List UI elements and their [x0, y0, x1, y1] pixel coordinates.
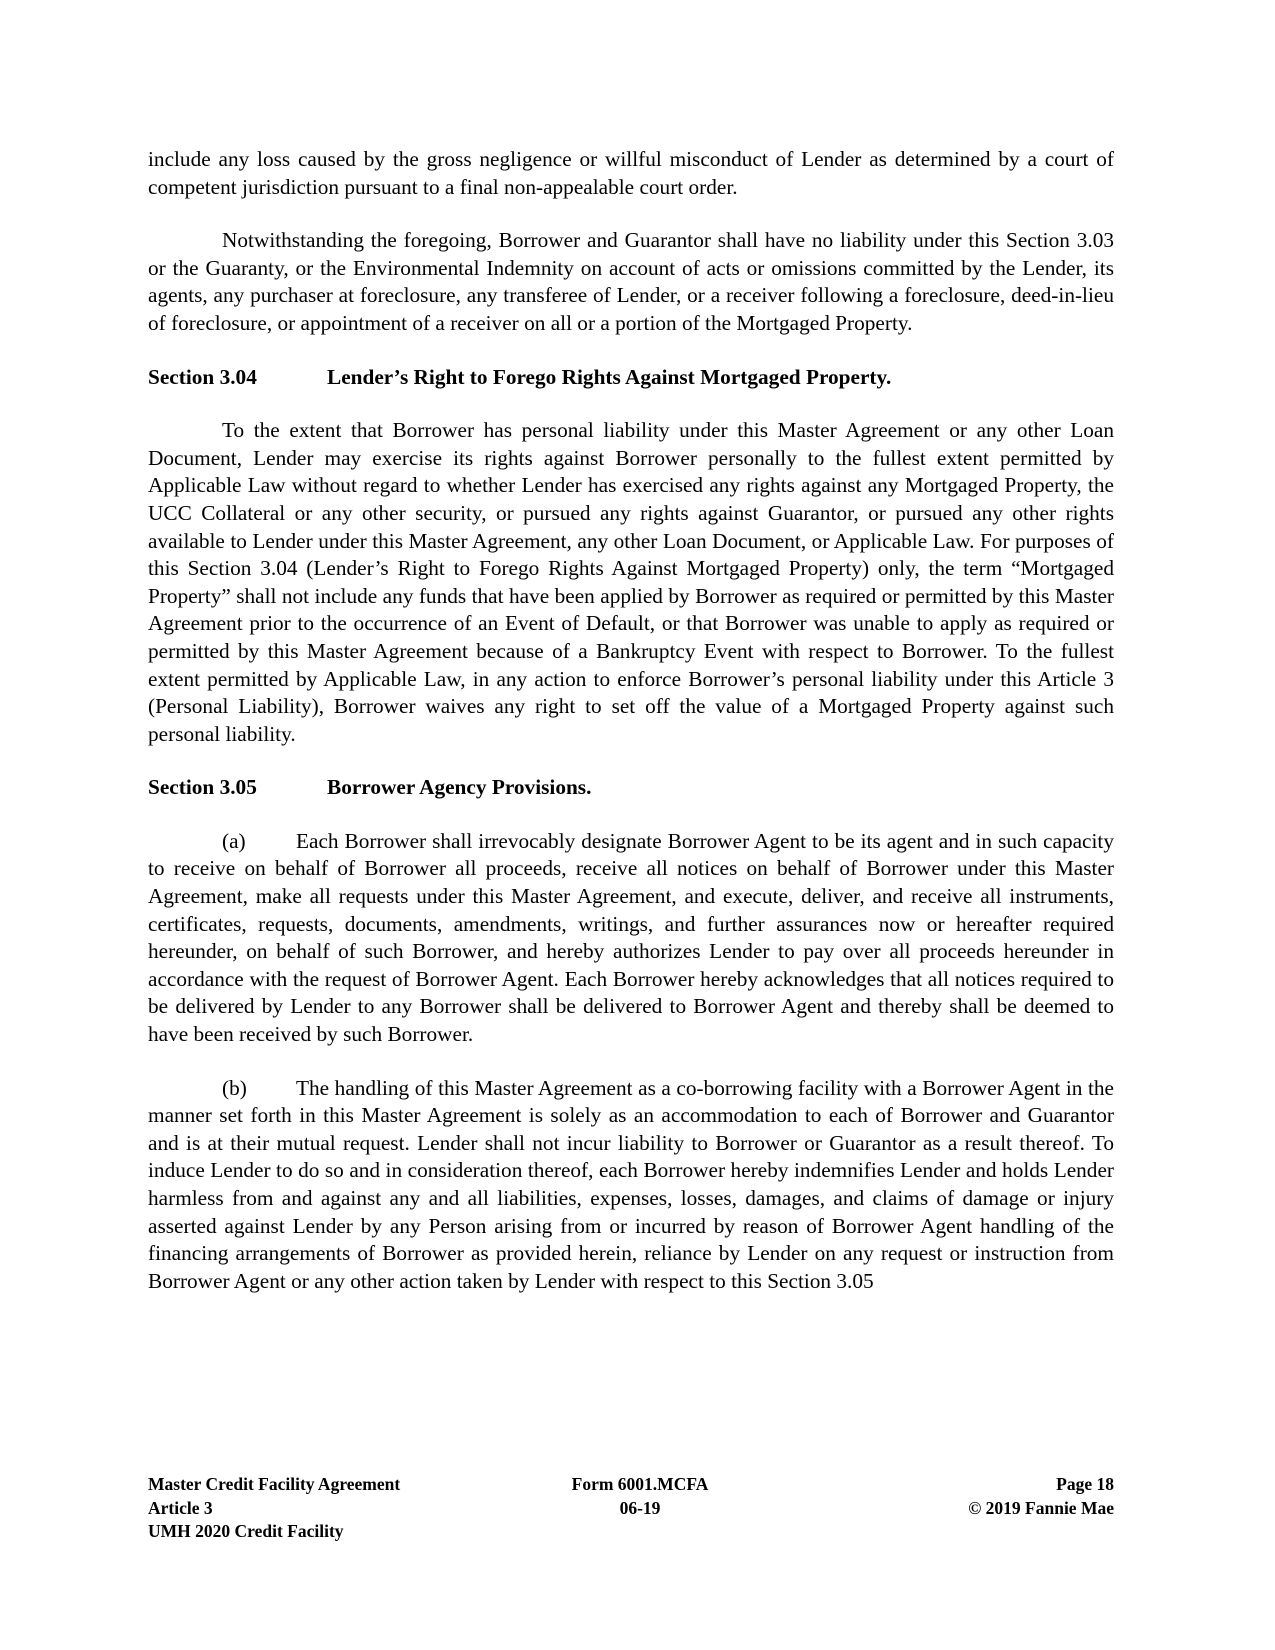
footer-form-number: Form 6001.MCFA	[571, 1474, 709, 1494]
notwithstanding-paragraph: Notwithstanding the foregoing, Borrower and Guarantor shall have no liability under this Section 3.03 or the Guaranty, or the Environmental Indemnity on account of acts or omissions committed by the Lender, its agents, any purchaser at foreclosure, any transferee of Lender, or a receiver following a foreclosure, deed-in-lieu of foreclosure, or appointment of a receiver on all or a portion of the Mortgaged Property.	[148, 228, 1114, 335]
footer-copyright: © 2019 Fannie Mae	[968, 1497, 1114, 1518]
document-body	[148, 146, 1114, 1295]
continuation-paragraph: include any loss caused by the gross negligence or willful misconduct of Lender as determined by a court of competent jurisdiction pursuant to a final non-appealable court order.	[148, 147, 1114, 199]
footer-agreement-title: Master Credit Facility Agreement	[148, 1474, 401, 1494]
section-3-05-item-a	[148, 828, 1114, 1049]
item-a-text: Each Borrower shall irrevocably designate Borrower Agent to be its agent and in such capacity to receive on behalf of Borrower all proceeds, receive all notices on behalf of Borrower under this Master Agreement, make all requests under this Master Agreement, and execute, deliver, and receive all instruments, certificates, requests, documents, amendments, writings, and further assurances now or hereafter required hereunder, on behalf of such Borrower, and hereby authorizes Lender to pay over all proceeds hereunder in accordance with the request of Borrower Agent. Each Borrower hereby acknowledges that all notices required to be delivered by Lender to any Borrower shall be delivered to Borrower Agent and thereby shall be deemed to have been received by such Borrower.	[148, 828, 1114, 1047]
footer-form-date: 06-19	[619, 1497, 661, 1518]
section-3-04-paragraph: To the extent that Borrower has personal liability under this Master Agreement or any other Loan Document, Lender may exercise its rights against Borrower personally to the fullest extent permitted by Applicable Law without regard to whether Lender has exercised any rights against any Mortgaged Property, the UCC Collateral or any other security, or pursued any rights against Guarantor, or pursued any other rights available to Lender under this Master Agreement, any other Loan Document, or Applicable Law. For purposes of this Section 3.04 (Lender’s Right to Forego Rights Against Mortgaged Property) only, the term “Mortgaged Property” shall not include any funds that have been applied by Borrower as required or permitted by this Master Agreement prior to the occurrence of an Event of Default, or that Borrower was unable to apply as required or permitted by this Master Agreement because of a Bankruptcy Event with respect to Borrower. To the fullest extent permitted by Applicable Law, in any action to enforce Borrower’s personal liability under this Article 3 (Personal Liability), Borrower waives any right to set off the value of a Mortgaged Property against such personal liability.	[148, 418, 1114, 746]
footer-left	[148, 1473, 508, 1544]
section-3-04-number: Section 3.04	[148, 364, 257, 389]
section-3-05-title: Borrower Agency Provisions.	[327, 775, 592, 800]
footer-facility-name: UMH 2020 Credit Facility	[148, 1521, 344, 1541]
section-3-04-title: Lender’s Right to Forego Rights Against Mortgaged Property.	[327, 364, 892, 389]
item-b-text: The handling of this Master Agreement as a co-borrowing facility with a Borrower Agent in the manner set forth in this Master Agreement is solely as an accommodation to each of Borrower and Guarantor and is at their mutual request. Lender shall not incur liability to Borrower or Guarantor as a result thereof. To induce Lender to do so and in consideration thereof, each Borrower hereby indemnifies Lender and holds Lender harmless from and against any and all liabilities, expenses, losses, damages, and claims of damage or injury asserted against Lender by any Person arising from or incurred by reason of Borrower Agent handling of the financing arrangements of Borrower as provided herein, reliance by Lender on any request or instruction from Borrower Agent or any other action taken by Lender with respect to this Section 3.05	[148, 1075, 1114, 1293]
item-a-label: (a)	[222, 828, 246, 853]
footer-page-number: Page 18	[1056, 1474, 1114, 1494]
section-3-05-item-b	[148, 1075, 1114, 1296]
section-3-05-heading	[148, 774, 1114, 802]
footer-right	[814, 1473, 1114, 1520]
footer-article: Article 3	[148, 1497, 213, 1518]
section-3-05-number: Section 3.05	[148, 775, 257, 800]
section-3-04-heading	[148, 364, 1114, 392]
item-b-label: (b)	[222, 1075, 247, 1100]
footer-center	[520, 1473, 760, 1520]
